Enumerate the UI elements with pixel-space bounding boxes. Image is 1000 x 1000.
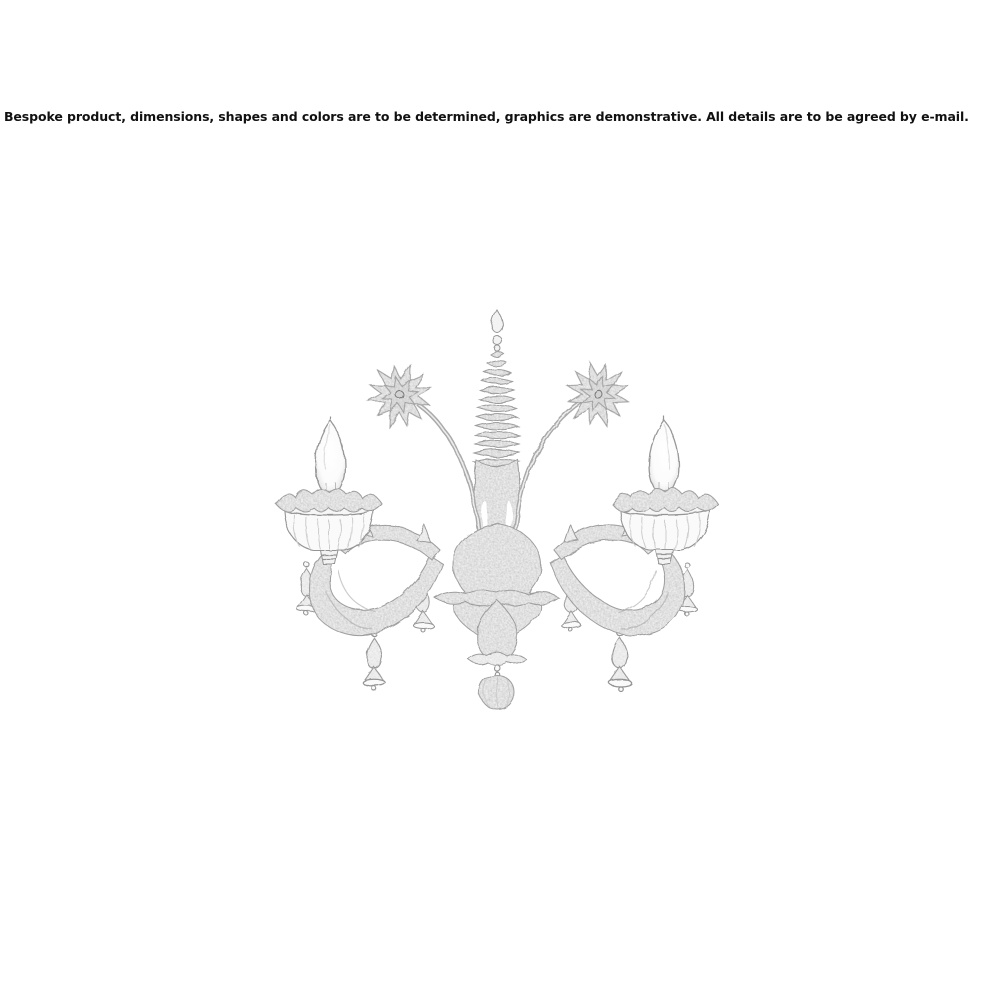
center-spike bbox=[474, 310, 520, 537]
product-image bbox=[268, 302, 723, 717]
sconce-side-left bbox=[276, 416, 443, 690]
sconce-side-right bbox=[551, 416, 718, 690]
wall-sconce-illustration bbox=[268, 302, 723, 717]
flower-stem-left bbox=[418, 404, 479, 532]
disclaimer-text: Bespoke product, dimensions, shapes and colors are to be determined, graphics are demonstrative. All details are to be agreed by e-mail. bbox=[4, 109, 969, 124]
glass-flower-left bbox=[362, 359, 437, 432]
glass-ball bbox=[480, 675, 514, 709]
finial bbox=[492, 310, 503, 333]
flower-stem-right bbox=[515, 401, 582, 532]
glass-flower-right bbox=[559, 357, 637, 432]
